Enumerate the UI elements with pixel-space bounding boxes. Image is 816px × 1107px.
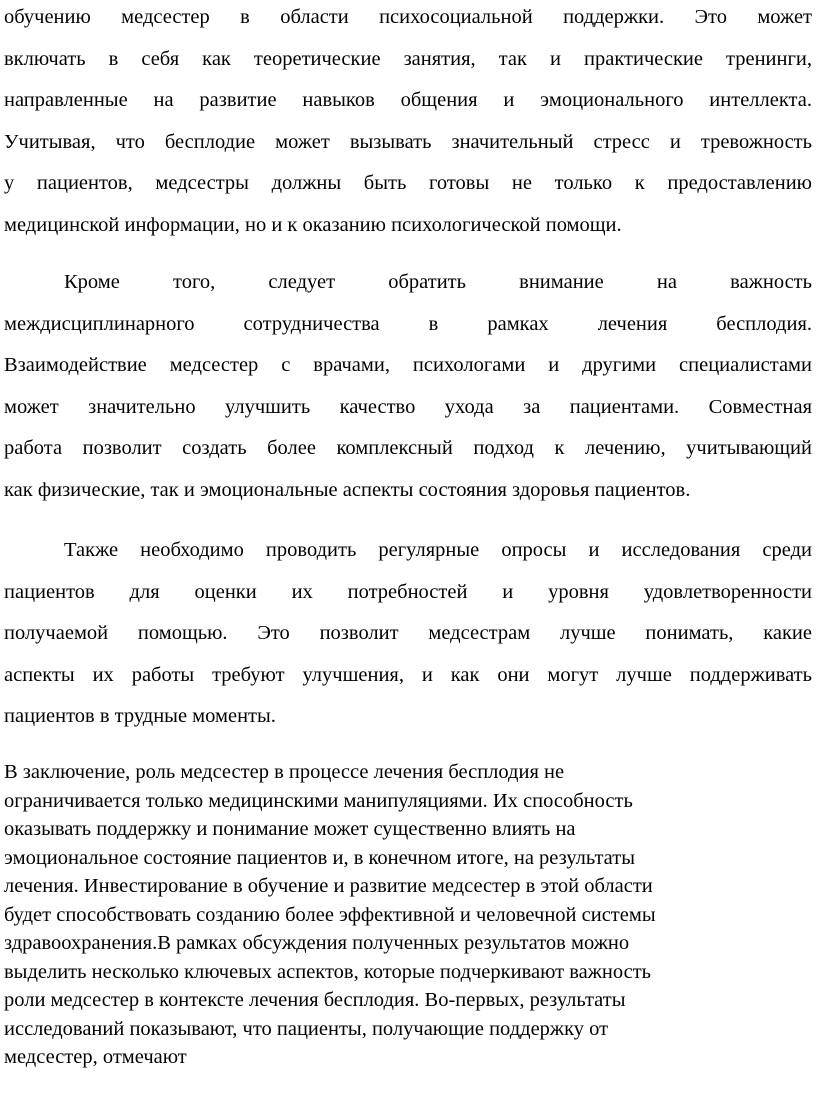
text-line: Учитывая, что бесплодие может вызывать значительный стресс и тревожность (4, 130, 812, 153)
text-line: как физические, так и эмоциональные аспекты состояния здоровья пациентов. (4, 478, 691, 501)
text-line: Кроме того, следует обратить внимание на важность (64, 271, 812, 293)
text-line: получаемой помощью. Это позволит медсестрам лучше понимать, какие (4, 622, 812, 644)
text-line: пациентов в трудные моменты. (4, 705, 276, 727)
paragraph-1 (4, 0, 812, 246)
text-line: будет способствовать созданию более эффективной и человечной системы (4, 903, 656, 926)
text-line: выделить несколько ключевых аспектов, которые подчеркивают важность (4, 960, 652, 983)
text-line: аспекты их работы требуют улучшения, и как они могут лучше поддерживать (4, 663, 812, 686)
text-line: включать в себя как теоретические занятия, так и практические тренинги, (4, 47, 812, 70)
text-line: медицинской информации, но и к оказанию психологической помощи. (4, 213, 622, 236)
text-line: Также необходимо проводить регулярные опросы и исследования среди (64, 539, 812, 561)
text-line: Взаимодействие медсестер с врачами, психологами и другими специалистами (4, 354, 812, 376)
text-line: междисциплинарного сотрудничества в рамках лечения бесплодия. (4, 312, 812, 335)
text-line: оказывать поддержку и понимание может существенно влиять на (4, 818, 576, 840)
text-line: направленные на развитие навыков общения и эмоционального интеллекта. (4, 89, 812, 111)
text-line: исследований показывают, что пациенты, получающие поддержку от (4, 1017, 609, 1040)
text-line: может значительно улучшить качество ухода за пациентами. Совместная (4, 395, 812, 418)
paragraph-2 (4, 262, 812, 511)
text-line: роли медсестер в контексте лечения бесплодия. Во-первых, результаты (4, 989, 626, 1011)
paragraph-3 (4, 530, 812, 738)
text-line: медсестер, отмечают (4, 1046, 187, 1068)
text-line: ограничивается только медицинскими манипуляциями. Их способность (4, 789, 633, 812)
text-line: пациентов для оценки их потребностей и уровня удовлетворенности (4, 580, 812, 603)
text-line: эмоциональное состояние пациентов и, в конечном итоге, на результаты (4, 846, 635, 869)
text-line: В заключение, роль медсестер в процессе лечения бесплодия не (4, 761, 565, 783)
text-line: лечения. Инвестирование в обучение и развитие медсестер в этой области (4, 875, 653, 897)
text-line: здравоохранения.В рамках обсуждения полученных результатов можно (4, 932, 630, 954)
text-line: обучению медсестер в области психосоциальной поддержки. Это может (4, 6, 812, 28)
text-line: работа позволит создать более комплексный подход к лечению, учитывающий (4, 437, 812, 459)
paragraph-4 (4, 758, 812, 1072)
text-line: у пациентов, медсестры должны быть готовы не только к предоставлению (4, 172, 812, 194)
